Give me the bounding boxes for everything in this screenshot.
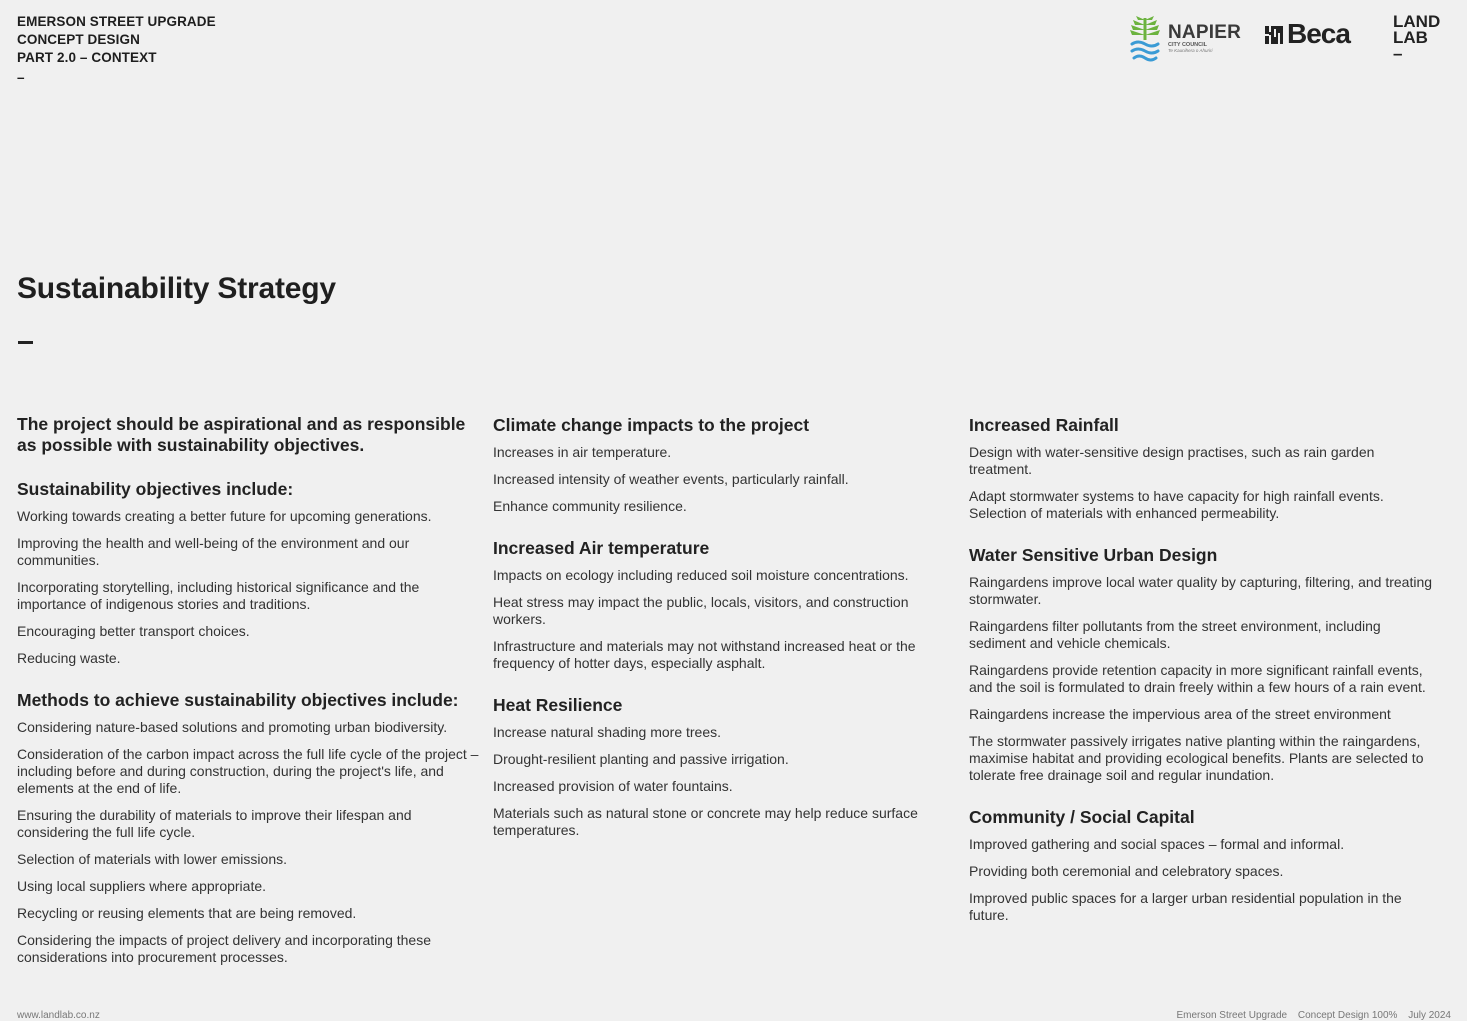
list-item: The stormwater passively irrigates native planting within the raingardens, maximise habitat and providing ecological benefits. Plants are selected to tolerate free drainage soil and regular inundation.	[969, 733, 1424, 783]
list-item: Heat stress may impact the public, locals, visitors, and construction workers.	[493, 594, 909, 627]
heat-resilience-list	[493, 724, 948, 839]
beca-logo-text: Beca	[1287, 18, 1350, 49]
footer-website: www.landlab.co.nz	[17, 1010, 100, 1021]
landlab-logo-line1: LAND	[1393, 12, 1441, 31]
list-item: Selection of materials with lower emissions.	[17, 851, 287, 867]
list-item: Consideration of the carbon impact across the full life cycle of the project – including before and during construction, during the project's life, and elements at the end of life.	[17, 746, 479, 796]
list-item: Increase natural shading more trees.	[493, 724, 722, 740]
beca-grid-icon	[1265, 26, 1283, 44]
list-item: Raingardens provide retention capacity in more significant rainfall events, and the soil is formulated to drain freely within a few hours of a rain event.	[969, 662, 1426, 695]
list-item: Recycling or reusing elements that are being removed.	[17, 905, 357, 921]
list-item: Increased intensity of weather events, particularly rainfall.	[493, 471, 849, 487]
lead-statement: The project should be aspirational and as responsible as possible with sustainability objectives.	[17, 414, 466, 455]
list-item: Improved gathering and social spaces – formal and informal.	[969, 836, 1345, 852]
air-temperature-heading: Increased Air temperature	[493, 538, 710, 558]
list-item: Considering nature-based solutions and promoting urban biodiversity.	[17, 719, 448, 735]
list-item: Design with water-sensitive design practises, such as rain garden treatment.	[969, 444, 1375, 477]
list-item: Adapt stormwater systems to have capacity for high rainfall events. Selection of materials with enhanced permeability.	[969, 488, 1384, 521]
list-item: Increases in air temperature.	[493, 444, 672, 460]
objectives-heading: Sustainability objectives include:	[17, 479, 294, 499]
document-header	[17, 13, 216, 87]
footer-stage: Concept Design 100%	[1297, 1010, 1398, 1021]
wsud-heading: Water Sensitive Urban Design	[969, 545, 1218, 565]
column-objectives	[17, 414, 479, 988]
header-dash: –	[17, 70, 25, 85]
landlab-logo-line2: LAB	[1393, 28, 1428, 47]
objectives-list	[17, 508, 479, 667]
landlab-logo-dash: –	[1393, 44, 1403, 63]
column-climate	[493, 414, 948, 861]
napier-fern-wave-icon	[1128, 16, 1162, 62]
list-item: Encouraging better transport choices.	[17, 623, 250, 639]
list-item: Materials such as natural stone or concrete may help reduce surface temperatures.	[493, 805, 918, 838]
list-item: Improved public spaces for a larger urban residential population in the future.	[969, 890, 1402, 923]
list-item: Infrastructure and materials may not withstand increased heat or the frequency of hotter days, especially asphalt.	[493, 638, 916, 671]
beca-logo	[1265, 20, 1355, 50]
list-item: Increased provision of water fountains.	[493, 778, 733, 794]
napier-city-council-logo	[1128, 16, 1241, 62]
methods-heading: Methods to achieve sustainability objectives include:	[17, 690, 459, 710]
header-stage: CONCEPT DESIGN	[17, 32, 140, 47]
list-item: Raingardens improve local water quality by capturing, filtering, and treating stormwater.	[969, 574, 1433, 607]
title-divider	[18, 341, 33, 344]
community-list	[969, 836, 1439, 924]
list-item: Incorporating storytelling, including historical significance and the importance of indigenous stories and traditions.	[17, 579, 420, 612]
list-item: Impacts on ecology including reduced soil moisture concentrations.	[493, 567, 909, 583]
climate-list	[493, 444, 948, 515]
list-item: Improving the health and well-being of the environment and our communities.	[17, 535, 410, 568]
rainfall-heading: Increased Rainfall	[969, 415, 1119, 435]
list-item: Using local suppliers where appropriate.	[17, 878, 267, 894]
list-item: Raingardens increase the impervious area of the street environment	[969, 706, 1391, 722]
wsud-list	[969, 574, 1439, 784]
header-part: PART 2.0 – CONTEXT	[17, 50, 157, 65]
list-item: Reducing waste.	[17, 650, 121, 666]
list-item: Ensuring the durability of materials to improve their lifespan and considering the full life cycle.	[17, 807, 412, 840]
header-project-name: EMERSON STREET UPGRADE	[17, 14, 216, 29]
air-temperature-list	[493, 567, 948, 672]
list-item: Enhance community resilience.	[493, 498, 687, 514]
napier-logo-tagline: Te Kaunihera o Ahuriri	[1168, 48, 1213, 53]
climate-heading: Climate change impacts to the project	[493, 415, 810, 435]
napier-logo-subtitle: CITY COUNCIL	[1168, 42, 1208, 48]
methods-list	[17, 719, 479, 966]
list-item: Considering the impacts of project delivery and incorporating these considerations into procurement processes.	[17, 932, 432, 965]
heat-resilience-heading: Heat Resilience	[493, 695, 623, 715]
list-item: Drought-resilient planting and passive irrigation.	[493, 751, 789, 767]
column-water-community	[969, 414, 1439, 946]
footer-project: Emerson Street Upgrade	[1176, 1010, 1288, 1021]
community-heading: Community / Social Capital	[969, 807, 1195, 827]
list-item: Raingardens filter pollutants from the street environment, including sediment and vehicle chemicals.	[969, 618, 1381, 651]
napier-logo-name: NAPIER	[1168, 22, 1241, 43]
rainfall-list	[969, 444, 1439, 522]
footer-meta	[1168, 1010, 1451, 1021]
footer-date: July 2024	[1408, 1010, 1451, 1021]
list-item: Working towards creating a better future for upcoming generations.	[17, 508, 432, 524]
landlab-logo	[1393, 14, 1451, 62]
page-title: Sustainability Strategy	[17, 272, 336, 305]
list-item: Providing both ceremonial and celebratory spaces.	[969, 863, 1284, 879]
